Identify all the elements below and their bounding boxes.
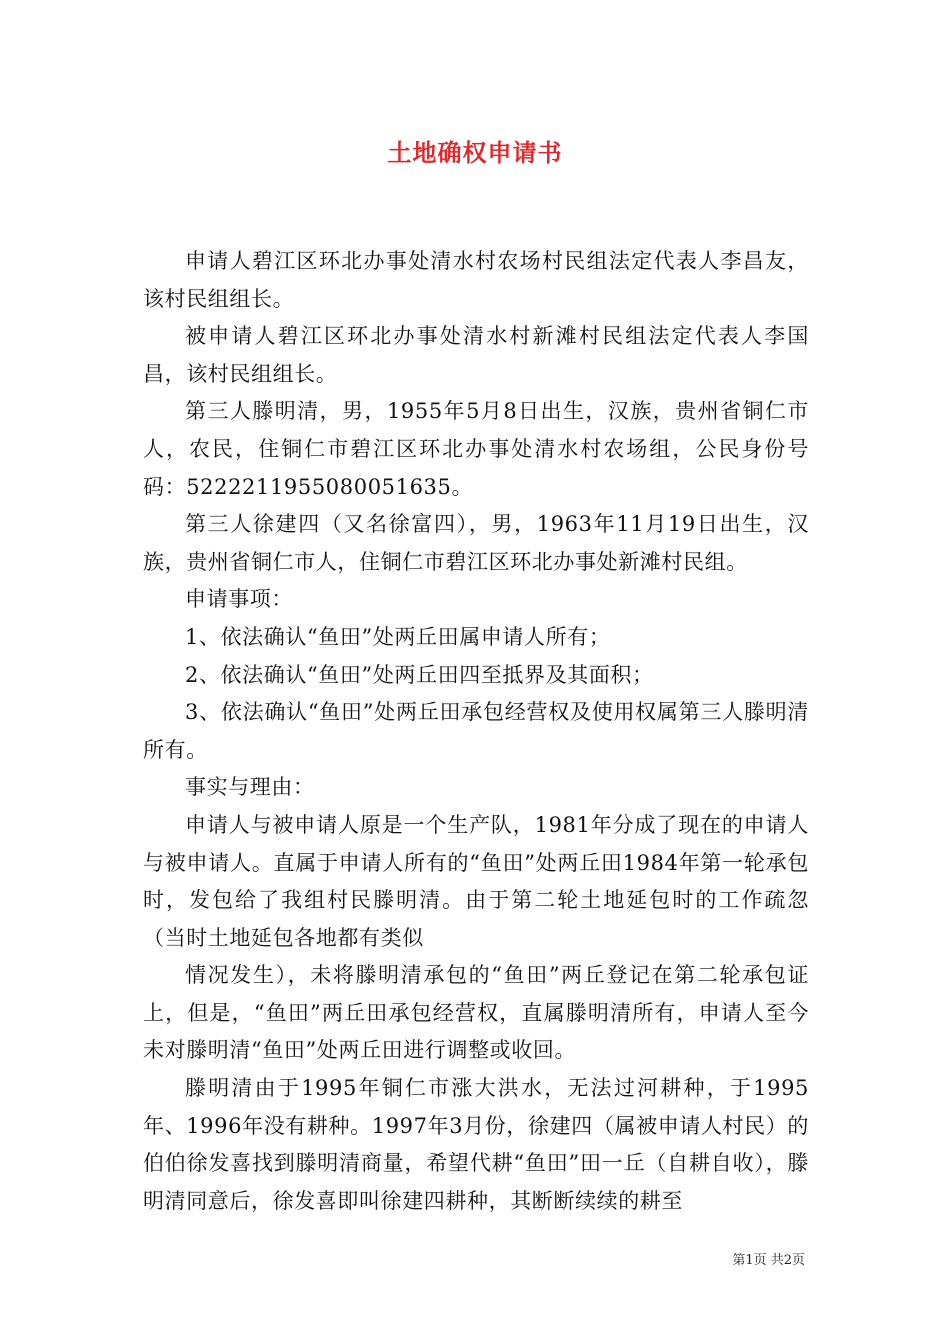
paragraph-facts-1: 申请人与被申请人原是一个生产队，1981年分成了现在的申请人与被申请人。直属于申请人所有的“鱼田”处两丘田1984年第一轮承包时，发包给了我组村民滕明清。由于第二轮土地延包时的工作疏忽（当时土地延包各地都有类似: [143, 812, 809, 950]
page-number: 第1页 共2页: [732, 1253, 805, 1268]
paragraph-applicant: 申请人碧江区环北办事处清水村农场村民组法定代表人李昌友，该村民组组长。: [143, 249, 809, 311]
document-title: 土地确权申请书: [387, 138, 563, 167]
paragraph-request-1: 1、依法确认“鱼田”处两丘田属申请人所有；: [185, 624, 611, 649]
paragraph-third-party-xu: 第三人徐建四（又名徐富四），男，1963年11月19日出生，汉族，贵州省铜仁市人，住铜仁市碧江区环北办事处新滩村民组。: [143, 512, 809, 574]
paragraph-request-3: 3、依法确认“鱼田”处两丘田承包经营权及使用权属第三人滕明清所有。: [143, 700, 809, 762]
paragraph-request-2: 2、依法确认“鱼田”处两丘田四至抵界及其面积；: [185, 662, 654, 687]
paragraph-facts-2: 情况发生），未将滕明清承包的“鱼田”两丘登记在第二轮承包证上，但是，“鱼田”两丘田承包经营权，直属滕明清所有，申请人至今未对滕明清“鱼田”处两丘田进行调整或收回。: [143, 963, 809, 1063]
paragraph-respondent: 被申请人碧江区环北办事处清水村新滩村民组法定代表人李国昌，该村民组组长。: [143, 324, 809, 386]
paragraph-request-heading: 申请事项：: [185, 587, 293, 612]
paragraph-facts-3: 滕明清由于1995年铜仁市涨大洪水，无法过河耕种，于1995年、1996年没有耕种。1997年3月份，徐建四（属被申请人村民）的伯伯徐发喜找到滕明清商量，希望代耕“鱼田”田一丘（自耕自收），滕明清同意后，徐发喜即叫徐建四耕种，其断断续续的耕至: [143, 1076, 809, 1213]
document-body: [143, 243, 809, 1220]
paragraph-facts-heading: 事实与理由：: [185, 775, 315, 800]
paragraph-third-party-teng: 第三人滕明清，男，1955年5月8日出生，汉族，贵州省铜仁市人，农民，住铜仁市碧江区环北办事处清水村农场组，公民身份号码：522221195508005163​5。: [143, 399, 809, 499]
